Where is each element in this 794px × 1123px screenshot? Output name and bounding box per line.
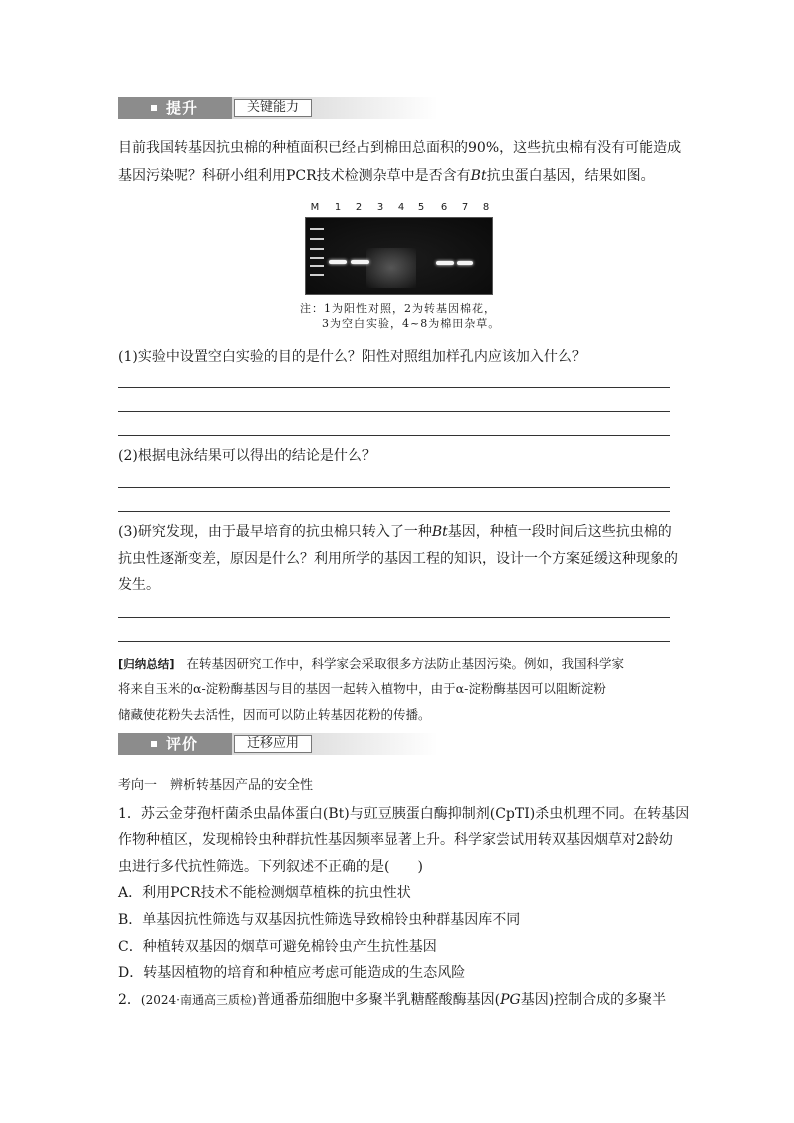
question-2: (2)根据电泳结果可以得出的结论是什么？ (118, 448, 376, 464)
question-3-line-2: 抗虫性逐渐变差，原因是什么？利用所学的基因工程的知识，设计一个方案延缓这种现象的 (118, 551, 678, 567)
answer-line (118, 387, 670, 388)
ladder-band (310, 274, 324, 276)
answer-line (118, 641, 670, 642)
exam-question-1-line-3: 虫进行多代抗性筛选。下列叙述不正确的是( ) (118, 859, 423, 875)
ladder-band (310, 265, 324, 267)
figure-note-line-1: 注：1为阳性对照，2为转基因棉花， (300, 302, 496, 315)
lane-label: 7 (461, 202, 469, 213)
electrophoresis-gel-image (305, 217, 493, 295)
ladder-band (310, 248, 324, 250)
question-1: (1)实验中设置空白实验的目的是什么？阳性对照组加样孔内应该加入什么？ (118, 349, 586, 365)
lane-label: 3 (376, 202, 384, 213)
option-c: C．种植转双基因的烟草可避免棉铃虫产生抗性基因 (118, 939, 437, 955)
lane-label: M (310, 202, 320, 213)
lane-label: 6 (440, 202, 448, 213)
lane-label: 1 (334, 202, 342, 213)
option-a: A．利用PCR技术不能检测烟草植株的抗虫性状 (118, 885, 411, 901)
intro-line-2: 基因污染呢？科研小组利用PCR技术检测杂草中是否含有Bt抗虫蛋白基因，结果如图。 (118, 168, 655, 184)
lane-label: 8 (482, 202, 490, 213)
section-title: 提升 (166, 99, 199, 117)
exam-question-2-line-1: 2．(2024·南通高三质检)普通番茄细胞中多聚半乳糖醛酸酶基因(PG基因)控制合成的多聚半 (118, 992, 667, 1008)
answer-line (118, 511, 670, 512)
summary-label: [归纳总结] (118, 657, 175, 671)
section-tab: 迁移应用 (234, 735, 312, 753)
section-banner-evaluation (118, 733, 438, 755)
figure-note-line-2: 3为空白实验，4~8为棉田杂草。 (322, 317, 501, 330)
question-3-line-1: (3)研究发现，由于最早培育的抗虫棉只转入了一种Bt基因，种植一段时间后这些抗虫棉的 (118, 524, 672, 540)
lane-label: 5 (417, 202, 425, 213)
question-3-line-3: 发生。 (118, 577, 160, 593)
exam-question-1-line-1: 1．苏云金芽孢杆菌杀虫晶体蛋白(Bt)与豇豆胰蛋白酶抑制剂(CpTI)杀虫机理不同。在转基因 (118, 806, 690, 822)
ladder-band (310, 238, 324, 240)
answer-line (118, 487, 670, 488)
summary-line-3: 储藏使花粉失去活性，因而可以防止转基因花粉的传播。 (118, 707, 431, 722)
section-banner-improve (118, 97, 438, 119)
section-title: 评价 (166, 735, 199, 753)
answer-line (118, 411, 670, 412)
lane-label: 2 (355, 202, 363, 213)
question-source: (2024·南通高三质检) (140, 993, 257, 1007)
option-b: B．单基因抗性筛选与双基因抗性筛选导致棉铃虫种群基因库不同 (118, 912, 521, 928)
gel-band-lane-7 (457, 261, 473, 265)
exam-direction: 考向一 辨析转基因产品的安全性 (118, 778, 314, 793)
gel-band-lane-1 (329, 260, 347, 264)
answer-line (118, 435, 670, 436)
lane-label: 4 (397, 202, 405, 213)
answer-line (118, 617, 670, 618)
square-bullet-icon (151, 741, 157, 747)
gel-band-lane-2 (351, 260, 369, 264)
exam-question-1-line-2: 作物种植区，发现棉铃虫种群抗性基因频率显著上升。科学家尝试用转双基因烟草对2龄幼 (118, 832, 673, 848)
option-d: D．转基因植物的培育和种植应考虑可能造成的生态风险 (118, 965, 466, 981)
square-bullet-icon (151, 105, 157, 111)
intro-line-1: 目前我国转基因抗虫棉的种植面积已经占到棉田总面积的90%，这些抗虫棉有没有可能造成 (118, 140, 682, 156)
section-tab: 关键能力 (234, 99, 312, 117)
ladder-band (310, 257, 324, 259)
ladder-band (310, 228, 324, 230)
summary-line-1: [归纳总结] 在转基因研究工作中，科学家会采取很多方法防止基因污染。例如，我国科学家 (118, 656, 625, 671)
gel-band-lane-6 (436, 261, 454, 265)
summary-line-2: 将来自玉米的α-淀粉酶基因与目的基因一起转入植物中，由于α-淀粉酶基因可以阻断淀粉 (118, 681, 606, 696)
